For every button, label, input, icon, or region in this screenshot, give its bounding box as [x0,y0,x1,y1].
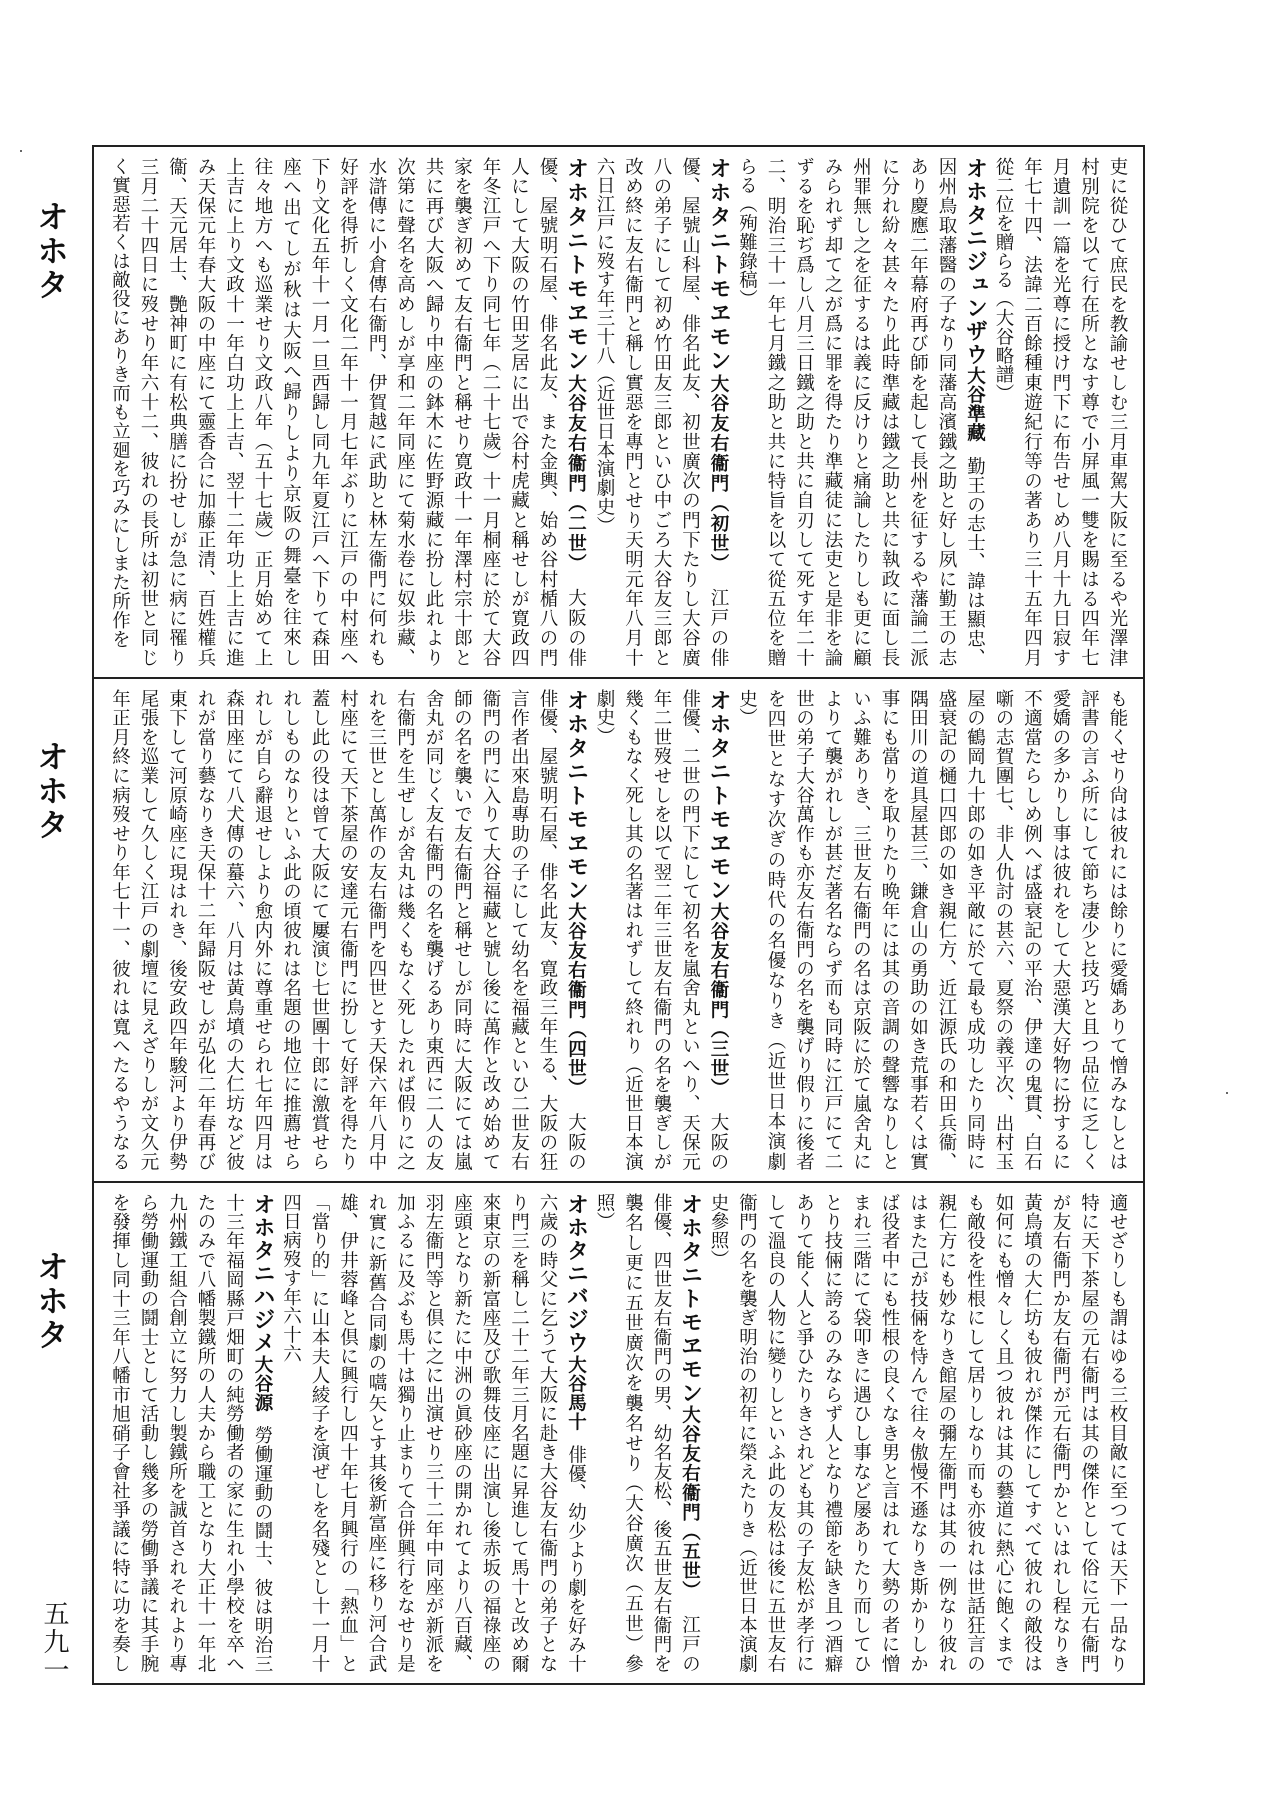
entry-heading [250,1193,275,1355]
entry-reading-surname: オホタニ [250,1193,275,1286]
entry-heading [706,689,731,902]
page-frame [92,145,1145,1685]
entry-body: 大阪の俳優、二世の門下にして初名を嵐舍丸といへり、天保元年二世歿せしを以て翌二年三世友右衞門の名を襲ぎしが幾くもなく死し其の名著はれずして終れり（近世日本演劇史） [594,689,729,1171]
entry-reading-surname: オホタニ [962,157,988,250]
entry-heading [564,157,589,374]
dictionary-entry [732,157,989,667]
dictionary-entry [276,1193,590,1673]
entry-heading [963,157,988,366]
entry-reading-surname: オホタニ [563,1193,589,1286]
entry-body: 江戸の俳優、四世友右衞門の男、幼名友松、後五世友右衞門を襲名し更に五世廣次を襲名せり（大谷廣次（五世）參照） [594,1193,701,1673]
entry-name: 大谷友右衞門（四世） [565,902,587,1099]
text-band-middle [94,679,1143,1183]
entry-name: 大谷準藏 [964,366,986,443]
margin-index-tab: オホタ [32,740,70,842]
entry-body: 吏に從ひて庶民を教諭せしむ三月車駕大阪に至るや光澤津村別院を以て行在所となす尊で小屏風一雙を賜はる四年七月遺訓一篇を光尊に授け門下に布告せしめ八月十九日寂す年七十四、法諱二百餘種東遊紀行等の著あり三十五年四月從二位を贈らる（大谷略譜） [993,157,1128,667]
entry-reading-surname: オホタニ [706,157,731,254]
margin-index-tab: オホタ [32,1250,70,1352]
entry-body: 適せざりしも謂はゆる三枚目敵に至つては天下一品なり特に天下茶屋の元右衞門は其の傑作として俗に元右衞門が友右衞門か友右衞門が元右衞門かといはれし程なりき黃鳥墳の大仁坊も彼れが傑作にしてすべて彼れの敵役は如何にも憎々しく且つ彼れは其の藝道に熱心に飽くまでも敵役を性根にして居りしなり而も亦彼れは世話狂言の親仁方にも妙なりき館屋の彌左衞門は其の一例なり彼れはまた己が技倆を恃んで往々傲慢不遜なりき斯かりしかば役者中にも性根の良くなき男と言はれて大勢の者に憎まれ三階にて袋叩きに遇ひし事など屡ありたり而してひとり技倆に誇るのみならず人となり禮節を缺き且つ酒癖ありて能く人と爭ひたりきされども其の子友松が孝行にして溫良の人物に變りしといふ此の友松は後に五世友右衞門の名を襲ぎ明治の初年に榮えたりき（近世日本演劇史參照） [708,1193,1128,1673]
entry-reading-given: トモヱモン [706,253,731,374]
scan-speck [20,150,22,152]
entry-reading-given: ジュンザウ [962,249,988,367]
entry-reading-given: トモヱモン [563,253,589,374]
entry-continuation [989,157,1132,667]
entry-name: 大谷馬十 [565,1354,587,1431]
entry-reading-given: トモヱモン [706,783,731,903]
entry-name: 大谷友右衞門（二世） [565,373,587,574]
margin-index-tab: オホタ [32,200,70,302]
dictionary-entry [106,1193,276,1673]
entry-reading-surname: オホタニ [563,689,589,784]
entry-reading-given: トモヱモン [677,1287,703,1406]
dictionary-entry [590,1193,704,1673]
entry-continuation [732,689,1131,1171]
entry-heading [706,157,731,374]
entry-reading-surname: オホタニ [563,157,589,254]
band-text [106,1193,1131,1673]
entry-reading-surname: オホタニ [706,689,731,784]
entry-heading [678,1193,703,1405]
entry-heading [564,689,589,902]
entry-reading-surname: オホタニ [677,1193,703,1288]
dictionary-entry [590,157,733,667]
entry-body: 江戸の俳優、屋號山科屋、俳名此友、初世廣次の門下たりし大谷廣八の弟子にして初め竹田友三郎といひ中ごろ大谷友三郎と改め終に友右衞門と稱し實惡を專門とせり天明元年八月十六日江戸に歿す年三十八（近世日本演劇史） [594,157,729,667]
band-text [106,689,1131,1171]
entry-body: 大阪の俳優、屋號明石屋、俳名此友、また金輿、始め谷村楯八の門人にして大阪の竹田芝居に出で谷村虎藏と稱せしが寛政四年冬江戸へ下り同七年（二十七歲）十一月桐座に於て大谷家を襲ぎ初めて友右衞門と稱せり寛政十一年澤村宗十郎と共に再び大阪へ歸り中座の鉢木に佐野源藏に扮し此れより次第に聲名を高めしが享和二年同座にて菊水卷に奴歩藏、水滸傳に小倉傳右衞門、伊賀越に武助と林左衞門に何れも好評を得折しく文化二年十一月七年ぶりに江戸の中村座へ下り文化五年十一月一旦西歸し同九年夏江戸へ下りて森田座へ出てしが秋は大阪へ歸りしより京阪の舞臺を往來し往々地方へも巡業せり文政八年（五十七歲）正月始めて上上吉に上り文政十一年白功上上吉、翌十二年功上上吉に進み天保元年春大阪の中座にて靈香合に加藤正清、百姓權兵衞、天元居士、艷神町に有松典膳に扮せしが急に病に罹り三月二十四日に歿せり年六十二、彼れの長所は初世と同じく實惡若くは敵役にありき而も立廻を巧みにしまた所作を [109,157,587,667]
entry-body: も能くせり尙は彼れには餘りに愛嬌ありて憎みなしとは評書の言ふ所にして節ち凄少と技巧と且つ品位に乏しく愛嬌の多かりし事は彼れをして大惡漢大好物に扮するに不適當たらしめ例へば盛衰記の平治、伊達の鬼貫、白石噺の志賀團七、非人仇討の甚六、夏祭の義平次、出村玉屋の鶴岡九十郎の如き平敵に於て最も成功したり同時に盛衰記の樋口四郎の如き親仁方、近江源氏の和田兵衞、隅田川の道具屋甚三、鎌倉山の勇助の如き荒事若くは實事にも當りを取りたり晩年には其の音調の聲響なりしといふ難ありき、三世友右衞門の名は京阪に於て嵐舍丸によりて襲がれしが甚だ著名ならず而も同時に江戸にて二世の弟子大谷萬作も亦友右衞門の名を襲げり假りに後者を四世となす次ぎの時代の名優なりき（近世日本演劇史） [736,689,1128,1171]
dictionary-entry [106,157,590,667]
entry-continuation [704,1193,1132,1673]
page-number: 五九一 [39,1600,69,1684]
entry-name: 大谷友右衞門（初世） [708,373,729,574]
text-band-lower [94,1183,1143,1683]
scan-speck [1226,1092,1228,1094]
dictionary-entry [106,689,590,1171]
entry-body: 勤王の志士、諱は顯忠、因州鳥取藩醫の子なり同藩高濱鐵之助と好し夙に勤王の志あり慶應二年幕府再び師を起して長州を征するや藩論二派に分れ紛々甚々たり此時準藏は鐵之助と共に執政に面し長州罪無し之を征するは義に反けりと痛論したりしも更に顧みられず却て之が爲に罪を得たり準藏徒に法吏と是非を論ずるを恥ぢ爲し八月三日鐵之助と共に自刃して死す年二十二、明治三十一年七月鐵之助と共に特旨を以て從五位を贈らる（殉難錄稿） [736,157,986,667]
entry-body: 勞働運動の鬪士、彼は明治三十三年福岡縣戸畑町の純勞働者の家に生れ小學校を卒へたのみで八幡製鐵所の人夫から職工となり大正十一年北九州鐵工組合創立に努力し製鐵所を誠首されそれより專ら勞働運動の鬪士として活動し幾多の勞働爭議に其手腕を發揮し同十三年八幡市旭硝子會社爭議に特に功を奏し [109,1193,273,1673]
entry-name: 大谷源 [252,1354,273,1412]
entry-body: 大阪の俳優、屋號明石屋、俳名此友、寛政三年生る、大阪の狂言作者出來島專助の子にして幼名を福藏といひ二世友右衞門の門に入りて大谷福藏と號し後に萬作と改め始めて師の名を襲いで友右衞門と稱せしが同時に大阪にては嵐舍丸が同じく友右衞門の名を襲げるあり東西に二人の友右衞門を生ぜしが舍丸は幾くもなく死したれば假りに之れを三世とし萬作の友右衞門を四世とす天保六年八月中村座にて天下茶屋の安達元右衞門に扮して好評を得たり蓋し此の役は曾て大阪にて屢演じ七世團十郎に激賞せられしものなりといふ此の頃彼れは名題の地位に推薦せられしが自ら辭退せしより愈内外に尊重せられ七年四月は森田座にて八犬傳の蟇六、八月は黃鳥墳の大仁坊など彼れが當り藝なりき天保十二年歸阪せしが弘化二年春再び東下して河原崎座に現はれき、後安政四年駿河より伊勢尾張を巡業して久しく江戸の劇壇に見えざりしが文久元年正月終に病歿せり年七十一、彼れは寬へたるやうなる [109,689,587,1171]
text-band-upper [94,147,1143,679]
band-text [106,157,1131,667]
entry-heading [564,1193,589,1355]
entry-reading-given: ハジメ [250,1285,275,1355]
entry-reading-given: バジウ [563,1285,589,1355]
entry-reading-given: トモヱモン [563,783,589,903]
entry-body: 俳優、幼少より劇を好み十六歲の時父に乞うて大阪に赴き大谷友右衞門の弟子となり門三を稱し二十二年三月名題に昇進して馬十と改め爾來東京の新富座及び歌舞伎座に出演し後赤坂の福祿座の座頭となり新たに中洲の眞砂座の開かれてより八百藏、羽左衞門等と倶に之に出演せり三十二年中同座が新派を加ふるに及ぶも馬十は獨り止まりて合併興行をなせり是れ實に新舊合同劇の嚆矢とす其後新富座に移り河合武雄、伊井蓉峰と倶に興行し四十年七月興行の「熱血」と「當り的」に山本夫人綾子を演ぜしを名殘とし十一月十四日病歿す年六十六 [280,1193,587,1673]
dictionary-entry [590,689,733,1171]
entry-name: 大谷友右衞門（三世） [708,902,729,1099]
entry-name: 大谷友右衞門（五世） [679,1405,701,1601]
